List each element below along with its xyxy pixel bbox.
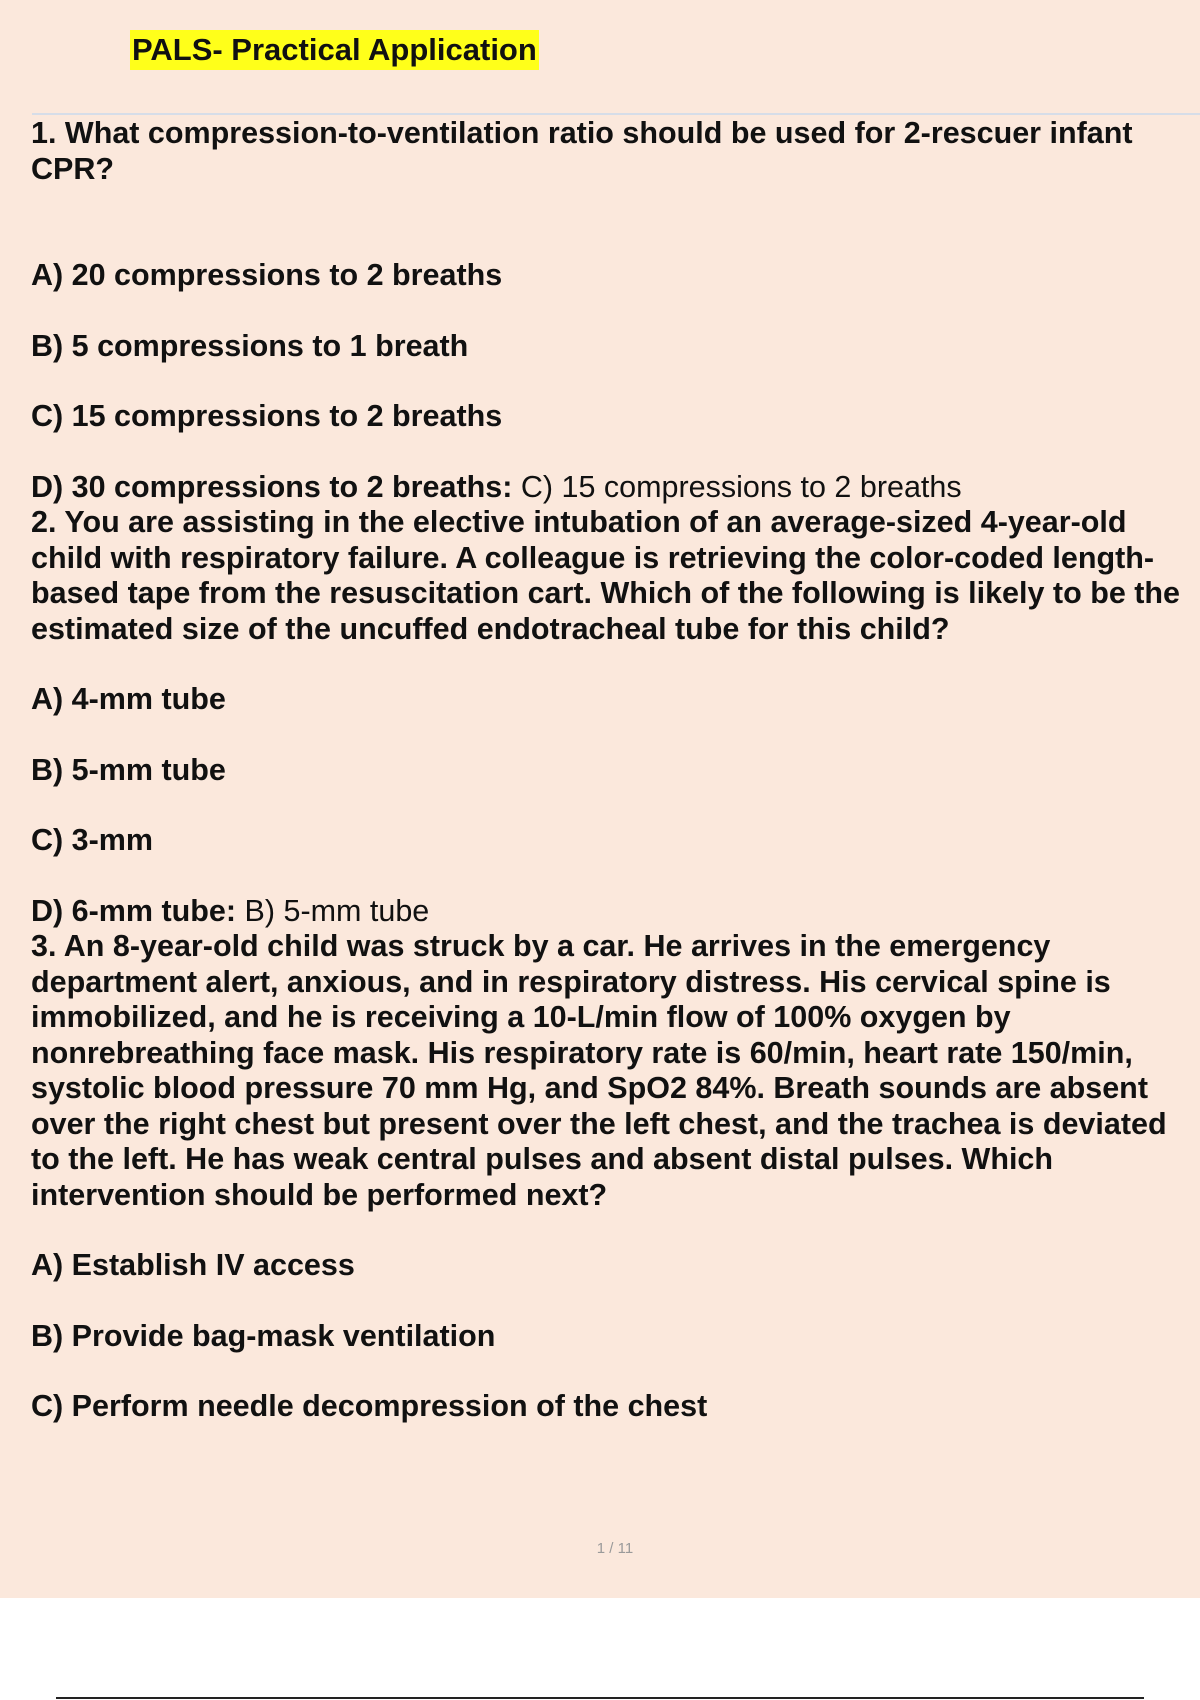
question-3 [31,929,1200,1425]
option-a: A) 4-mm tube [31,682,226,716]
page-title: PALS- Practical Application [130,30,539,70]
option-b: B) 5 compressions to 1 breath [31,328,469,363]
option-b: B) Provide bag-mask ventilation [31,1318,496,1353]
option-c: C) 15 compressions to 2 breaths [31,399,503,433]
bottom-divider [56,1697,1144,1699]
option-c: C) Perform needle decompression of the chest [31,1389,708,1423]
question-stem: 1. What compression-to-ventilation ratio should be used for 2-rescuer infant CPR? [31,116,1133,186]
question-stem: 3. An 8-year-old child was struck by a car. He arrives in the emergency department alert, anxious, and in respiratory distress. His cervical spine is immobilized, and he is receiving a 10-L/min flow of 100% oxygen by nonrebreathing face mask. His respiratory rate is 60/min, heart rate 150/min, systolic blood pressure 70 mm Hg, and SpO2 84%. Breath sounds are absent over the right chest but present over the left chest, and the trachea is deviated to the left. He has weak central pulses and absent distal pulses. Which intervention should be performed next? [31,929,1167,1212]
question-content [31,116,1200,1425]
answer: B) 5-mm tube [244,893,430,928]
answer: C) 15 compressions to 2 breaths [520,469,962,504]
option-a: A) 20 compressions to 2 breaths [31,258,503,292]
option-b: B) 5-mm tube [31,752,226,787]
question-1 [31,116,1200,505]
page-indicator: 1 / 11 [596,1540,634,1557]
option-c: C) 3-mm [31,823,154,857]
question-2 [31,505,1200,929]
question-stem: 2. You are assisting in the elective intubation of an average-sized 4-year-old child with respiratory failure. A colleague is retrieving the color-coded length-based tape from the resuscitation cart. Which of the following is likely to be the estimated size of the uncuffed endotracheal tube for this child? [31,505,1181,646]
option-d: D) 6-mm tube: [31,893,237,928]
title-wrap [130,30,539,70]
option-d: D) 30 compressions to 2 breaths: [31,469,513,504]
option-a: A) Establish IV access [31,1248,355,1282]
option-d-with-answer [31,894,1200,930]
header-divider [32,113,1200,115]
option-d-with-answer [31,470,1200,506]
